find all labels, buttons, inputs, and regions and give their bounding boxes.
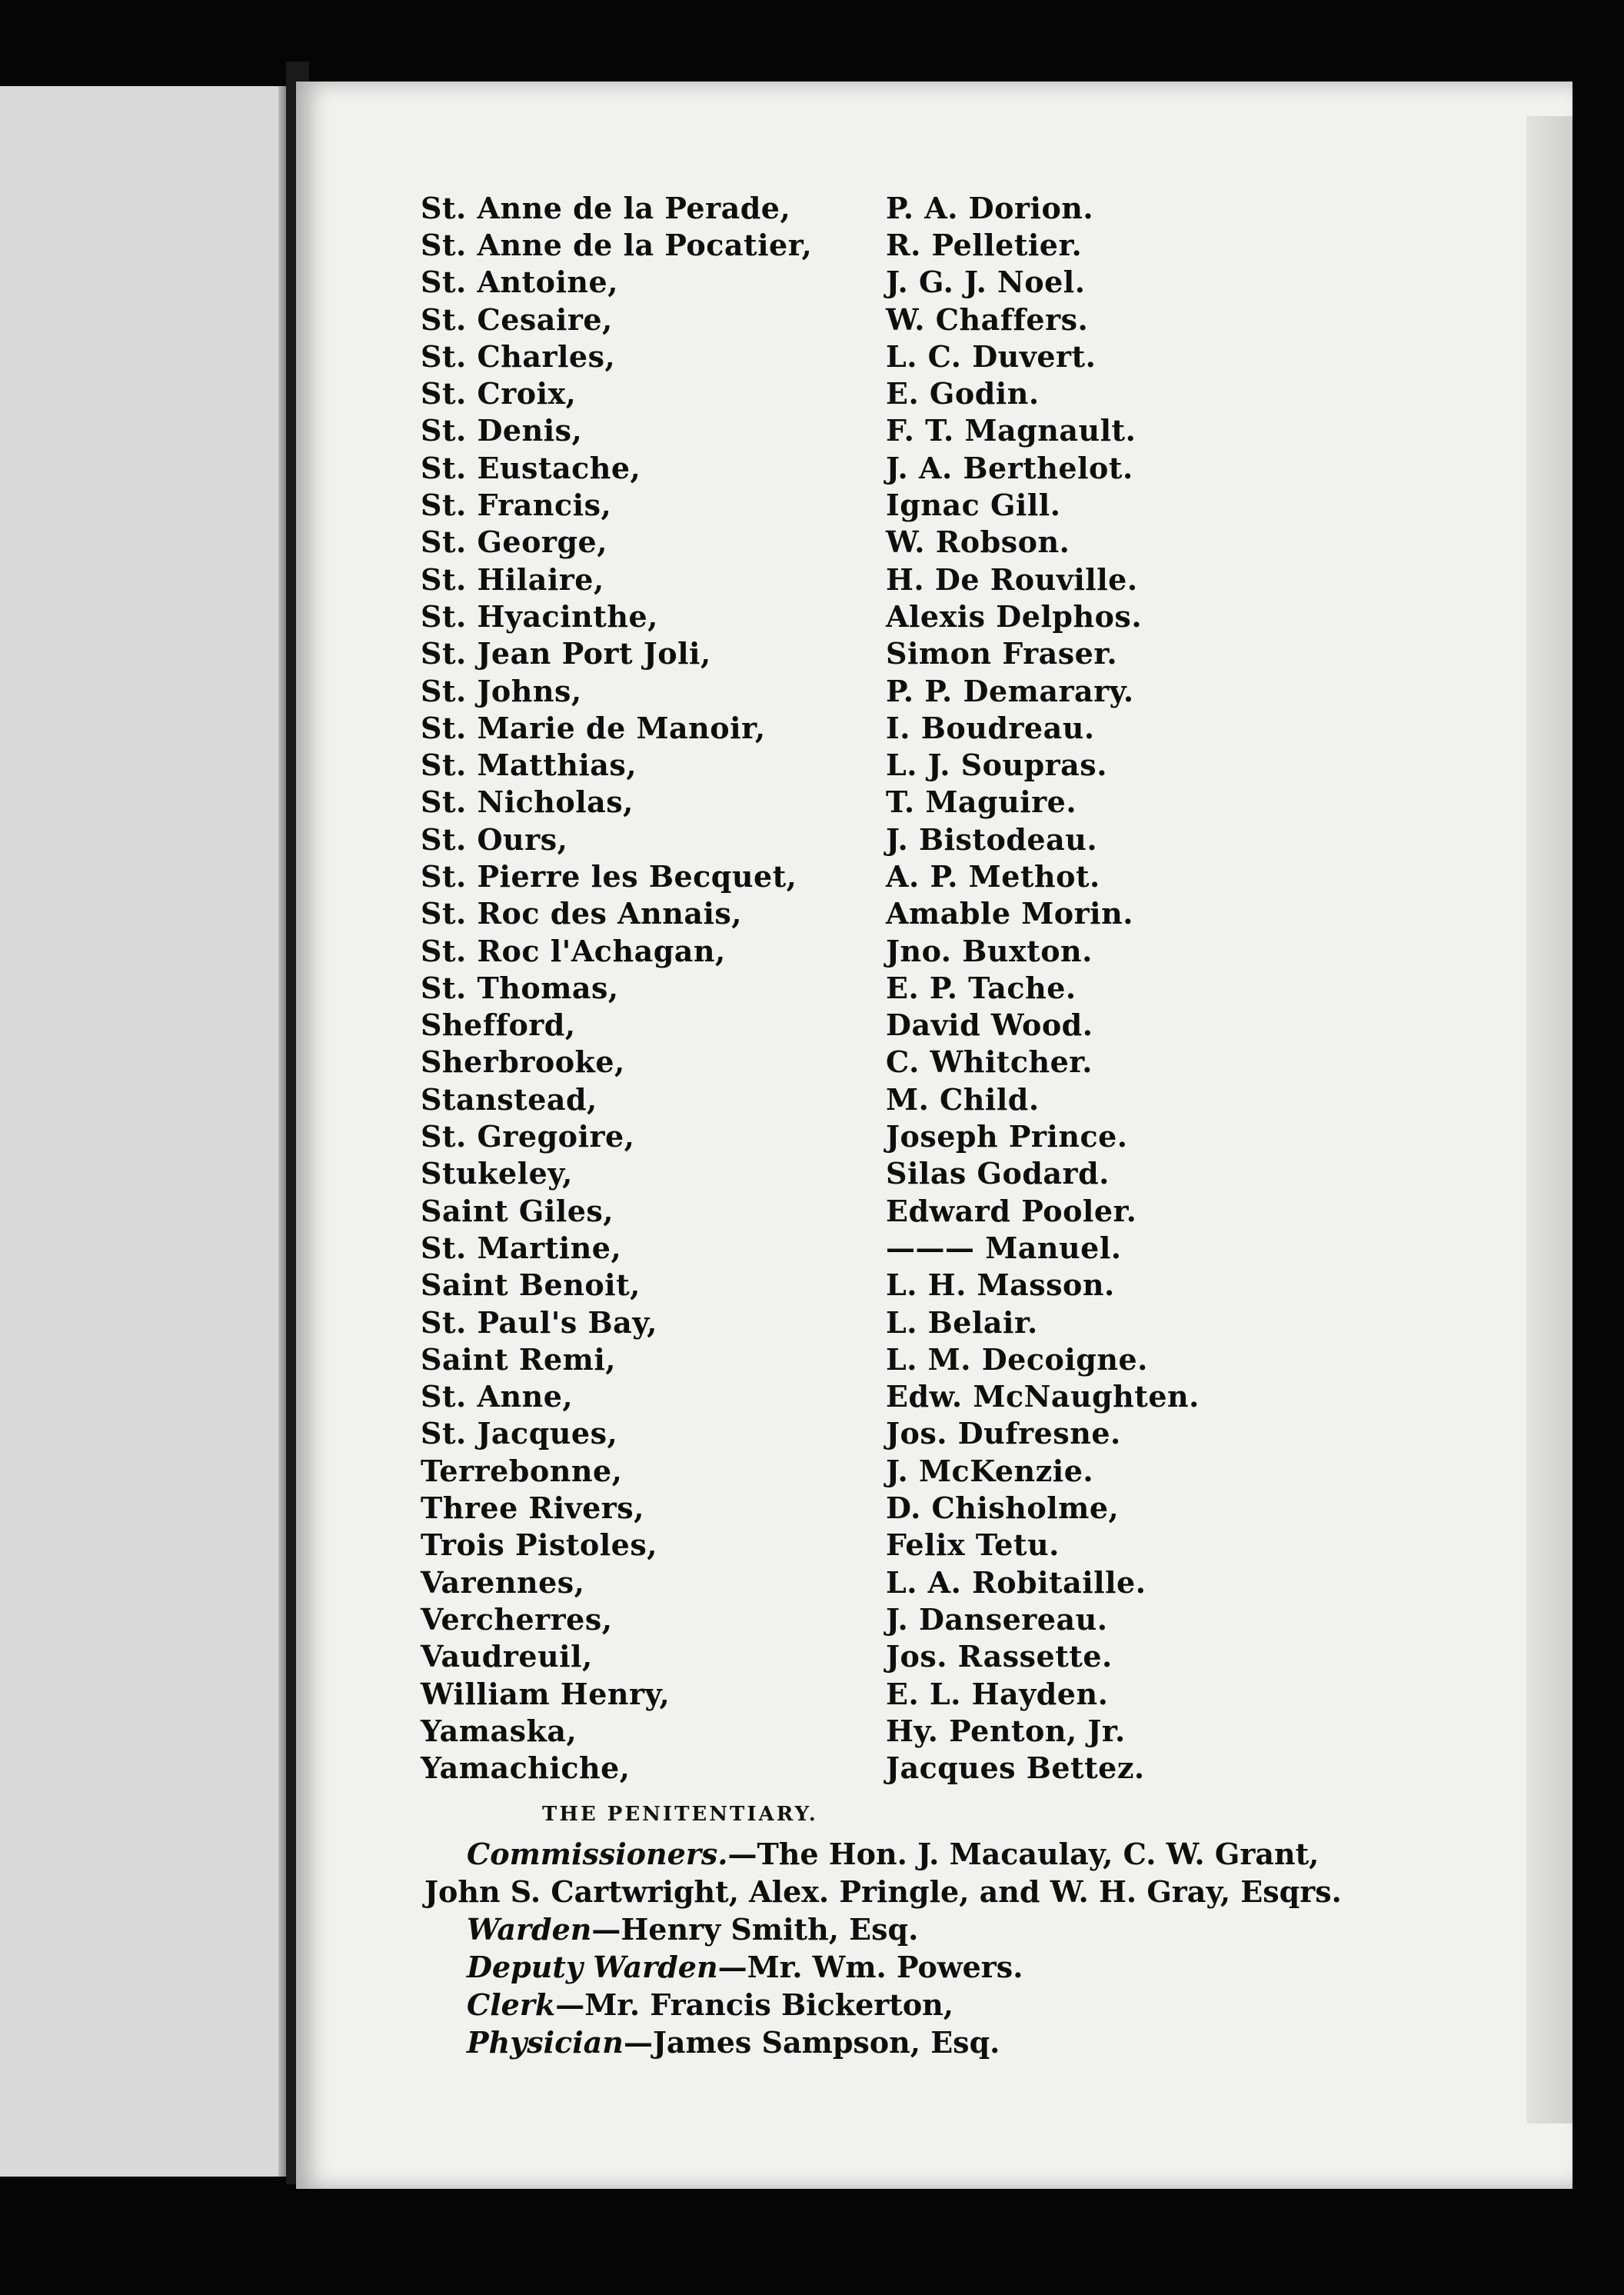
place-name: St. Paul's Bay, bbox=[421, 1304, 657, 1340]
place-name: Shefford, bbox=[421, 1008, 576, 1043]
place-name: St. Johns, bbox=[421, 673, 582, 708]
clerk-value: —Mr. Francis Bickerton, bbox=[555, 1987, 954, 2022]
listing-row bbox=[421, 1564, 1497, 1601]
place-name: Saint Giles, bbox=[421, 1193, 614, 1228]
place-name: St. Eustache, bbox=[421, 450, 641, 485]
commissioners-names-2: John S. Cartwright, Alex. Pringle, and W. H. Gray, Esqrs. bbox=[424, 1874, 1342, 1909]
deputy-warden-label: Deputy Warden bbox=[467, 1950, 718, 1984]
place-name: Sherbrooke, bbox=[421, 1044, 625, 1080]
officer-name: J. Dansereau. bbox=[886, 1601, 1108, 1637]
listing-row bbox=[421, 561, 1497, 598]
place-name: St. Francis, bbox=[421, 488, 612, 523]
place-name: St. Nicholas, bbox=[421, 784, 634, 820]
listing-row bbox=[421, 486, 1497, 523]
listing-row bbox=[421, 1229, 1497, 1266]
listing-row bbox=[421, 449, 1497, 486]
listing-row bbox=[421, 1601, 1497, 1637]
listing-row bbox=[421, 1118, 1497, 1154]
officer-name: Simon Fraser. bbox=[886, 636, 1118, 671]
listing-row bbox=[421, 784, 1497, 821]
place-name: St. Ours, bbox=[421, 821, 568, 857]
listing-row bbox=[421, 969, 1497, 1006]
officer-name: P. P. Demarary. bbox=[886, 673, 1134, 708]
document-page bbox=[296, 82, 1572, 2189]
officer-name: L. J. Soupras. bbox=[886, 748, 1107, 783]
deputy-warden-value: —Mr. Wm. Powers. bbox=[717, 1950, 1023, 1984]
officer-name: J. McKenzie. bbox=[886, 1453, 1094, 1488]
listing-row bbox=[421, 1304, 1497, 1341]
officer-name: Jos. Dufresne. bbox=[886, 1416, 1121, 1451]
warden-line bbox=[467, 1912, 918, 1947]
listing-row bbox=[421, 1712, 1497, 1749]
officer-name: Edward Pooler. bbox=[886, 1193, 1137, 1228]
listing-row bbox=[421, 1415, 1497, 1452]
place-name: Varennes, bbox=[421, 1564, 585, 1600]
listing-row bbox=[421, 746, 1497, 783]
officer-name: J. G. J. Noel. bbox=[886, 265, 1086, 300]
place-name: St. Pierre les Becquet, bbox=[421, 858, 797, 894]
officer-name: ——— Manuel. bbox=[886, 1230, 1122, 1265]
listing-row bbox=[421, 301, 1497, 338]
commissioners-line-2 bbox=[424, 1874, 1342, 1909]
officer-name: Joseph Prince. bbox=[886, 1119, 1128, 1154]
place-name: Stukeley, bbox=[421, 1156, 573, 1191]
officer-name: J. Bistodeau. bbox=[886, 821, 1098, 857]
place-name: St. Martine, bbox=[421, 1230, 622, 1265]
place-name: Saint Benoit, bbox=[421, 1267, 641, 1303]
officer-name: Jacques Bettez. bbox=[886, 1750, 1145, 1786]
listing-row bbox=[421, 598, 1497, 635]
place-name: Trois Pistoles, bbox=[421, 1527, 657, 1563]
listing-row bbox=[421, 1638, 1497, 1675]
listing-row bbox=[421, 932, 1497, 969]
listing-row bbox=[421, 1378, 1497, 1415]
place-name: Terrebonne, bbox=[421, 1453, 623, 1488]
listing-row bbox=[421, 895, 1497, 932]
officer-name: P. A. Dorion. bbox=[886, 190, 1094, 225]
officer-name: E. Godin. bbox=[886, 376, 1040, 411]
officer-name: L. Belair. bbox=[886, 1304, 1038, 1340]
commissioners-label: Commissioners. bbox=[467, 1837, 728, 1871]
place-name: St. Jacques, bbox=[421, 1416, 618, 1451]
listing-row bbox=[421, 1749, 1497, 1786]
listing-row bbox=[421, 375, 1497, 411]
place-name: St. Gregoire, bbox=[421, 1119, 635, 1154]
deputy-warden-line bbox=[467, 1950, 1023, 1984]
officer-name: T. Maguire. bbox=[886, 784, 1077, 820]
place-name: St. Hyacinthe, bbox=[421, 598, 658, 634]
place-name: St. Charles, bbox=[421, 338, 616, 374]
listing-row bbox=[421, 189, 1497, 226]
officer-name: E. L. Hayden. bbox=[886, 1676, 1109, 1711]
place-name: Stanstead, bbox=[421, 1081, 597, 1117]
officer-name: Felix Tetu. bbox=[886, 1527, 1060, 1563]
physician-label: Physician bbox=[467, 2025, 624, 2060]
listing-row bbox=[421, 858, 1497, 894]
place-name: St. Thomas, bbox=[421, 970, 619, 1005]
physician-line bbox=[467, 2025, 1000, 2060]
officer-name: W. Chaffers. bbox=[886, 301, 1089, 337]
officer-name: David Wood. bbox=[886, 1008, 1093, 1043]
commissioners-names-1: —The Hon. J. Macaulay, C. W. Grant, bbox=[727, 1837, 1320, 1871]
listing-row bbox=[421, 709, 1497, 746]
officer-name: D. Chisholme, bbox=[886, 1491, 1120, 1526]
place-name: Saint Remi, bbox=[421, 1341, 617, 1377]
place-name: St. Anne de la Pocatier, bbox=[421, 227, 813, 262]
listing-row bbox=[421, 1527, 1497, 1564]
place-name: Yamachiche, bbox=[421, 1750, 631, 1786]
listing-row bbox=[421, 1044, 1497, 1081]
listing-row bbox=[421, 672, 1497, 709]
commissioners-line-1 bbox=[467, 1837, 1319, 1871]
listing-row bbox=[421, 1081, 1497, 1118]
listing-row bbox=[421, 1007, 1497, 1044]
place-name: St. Hilaire, bbox=[421, 561, 604, 597]
officer-name: Jno. Buxton. bbox=[886, 933, 1093, 968]
officer-name: H. De Rouville. bbox=[886, 561, 1138, 597]
officer-name: L. H. Masson. bbox=[886, 1267, 1115, 1303]
listing-row bbox=[421, 524, 1497, 561]
officer-name: J. A. Berthelot. bbox=[886, 450, 1133, 485]
place-name: St. Marie de Manoir, bbox=[421, 710, 766, 745]
place-name: St. Denis, bbox=[421, 413, 583, 448]
listing-row bbox=[421, 1452, 1497, 1489]
officer-name: Jos. Rassette. bbox=[886, 1639, 1113, 1674]
place-name: St. Roc l'Achagan, bbox=[421, 933, 726, 968]
clerk-line bbox=[467, 1987, 953, 2022]
listing-row bbox=[421, 412, 1497, 449]
officer-name: Edw. McNaughten. bbox=[886, 1379, 1200, 1414]
warden-label: Warden bbox=[467, 1912, 592, 1947]
clerk-label: Clerk bbox=[467, 1987, 556, 2022]
officer-name: M. Child. bbox=[886, 1081, 1040, 1117]
officer-name: L. M. Decoigne. bbox=[886, 1341, 1148, 1377]
officer-name: A. P. Methot. bbox=[886, 858, 1100, 894]
officer-name: Alexis Delphos. bbox=[886, 598, 1143, 634]
place-name: St. Antoine, bbox=[421, 265, 618, 300]
place-name: St. Anne, bbox=[421, 1379, 574, 1414]
officer-name: W. Robson. bbox=[886, 525, 1070, 560]
listing-row bbox=[421, 338, 1497, 375]
left-page-edge bbox=[0, 86, 294, 2177]
place-name: Three Rivers, bbox=[421, 1491, 644, 1526]
officer-name: E. P. Tache. bbox=[886, 970, 1077, 1005]
listing-row bbox=[421, 1192, 1497, 1229]
listing-row bbox=[421, 635, 1497, 672]
listing-row bbox=[421, 1341, 1497, 1377]
place-name: St. Croix, bbox=[421, 376, 577, 411]
officer-name: C. Whitcher. bbox=[886, 1044, 1093, 1080]
officer-listing bbox=[421, 189, 1497, 1787]
officer-name: Silas Godard. bbox=[886, 1156, 1110, 1191]
listing-row bbox=[421, 226, 1497, 263]
listing-row bbox=[421, 821, 1497, 858]
place-name: Vaudreuil, bbox=[421, 1639, 593, 1674]
place-name: Vercherres, bbox=[421, 1601, 613, 1637]
listing-row bbox=[421, 1489, 1497, 1526]
place-name: St. Matthias, bbox=[421, 748, 637, 783]
place-name: William Henry, bbox=[421, 1676, 671, 1711]
warden-value: —Henry Smith, Esq. bbox=[591, 1912, 919, 1947]
listing-row bbox=[421, 264, 1497, 301]
listing-row bbox=[421, 1267, 1497, 1304]
place-name: St. Jean Port Joli, bbox=[421, 636, 711, 671]
place-name: St. George, bbox=[421, 525, 607, 560]
officer-name: Hy. Penton, Jr. bbox=[886, 1713, 1126, 1748]
place-name: St. Anne de la Perade, bbox=[421, 190, 791, 225]
officer-name: R. Pelletier. bbox=[886, 227, 1083, 262]
officer-name: Ignac Gill. bbox=[886, 488, 1061, 523]
officer-name: I. Boudreau. bbox=[886, 710, 1095, 745]
place-name: Yamaska, bbox=[421, 1713, 577, 1748]
officer-name: Amable Morin. bbox=[886, 896, 1133, 931]
officer-name: L. C. Duvert. bbox=[886, 338, 1097, 374]
officer-name: F. T. Magnault. bbox=[886, 413, 1136, 448]
place-name: St. Cesaire, bbox=[421, 301, 613, 337]
officer-name: L. A. Robitaille. bbox=[886, 1564, 1146, 1600]
physician-value: —James Sampson, Esq. bbox=[623, 2025, 1000, 2060]
listing-row bbox=[421, 1675, 1497, 1712]
place-name: St. Roc des Annais, bbox=[421, 896, 743, 931]
listing-row bbox=[421, 1155, 1497, 1192]
penitentiary-title: THE PENITENTIARY. bbox=[542, 1803, 818, 1826]
